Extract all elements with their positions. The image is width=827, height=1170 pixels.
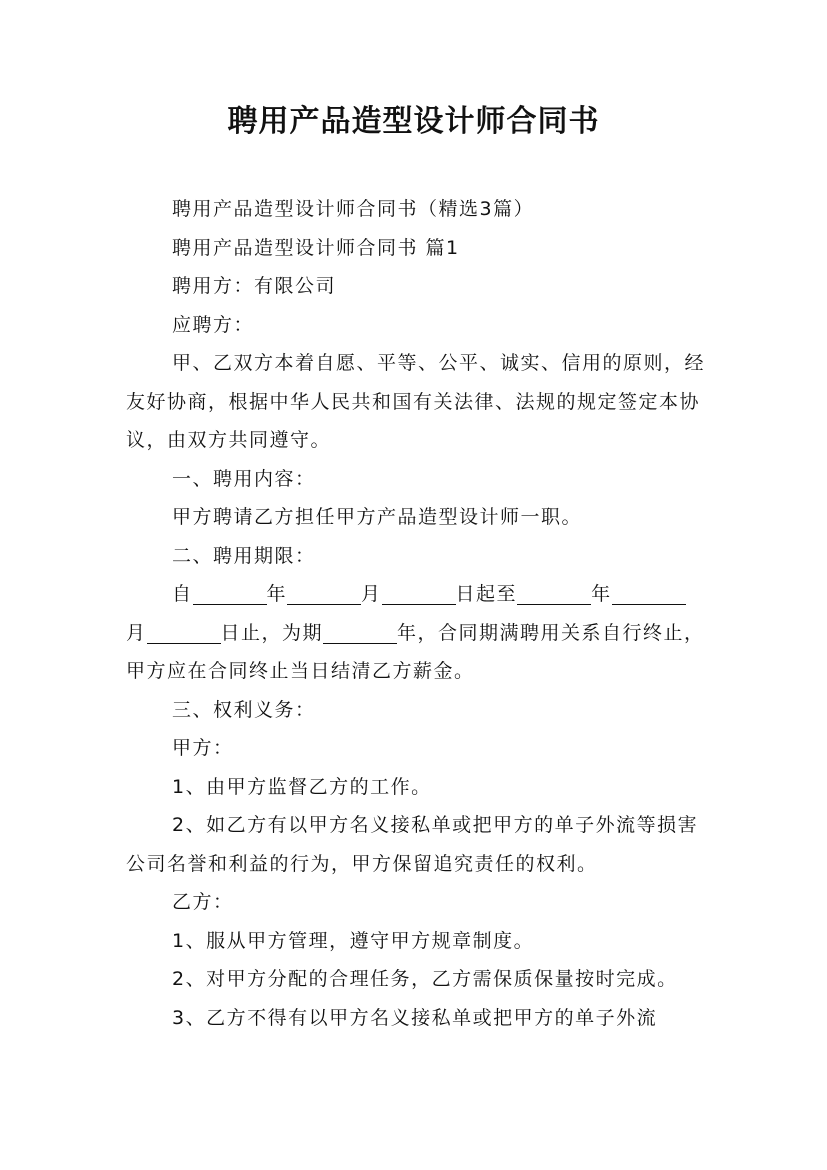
paragraph-party-b-item-3: 3、乙方不得有以甲方名义接私单或把甲方的单子外流 — [172, 1006, 658, 1029]
blank-line — [287, 582, 361, 605]
paragraph-party-a-item-2: 2、如乙方有以甲方名义接私单或把甲方的单子外流等损害公司名誉和利益的行为，甲方保留追究责任的权利。 — [126, 814, 699, 875]
blank-line — [147, 621, 221, 644]
term-years: 年，合同期满聘用关系自行终止，甲方应在合同终止当日结清乙方薪金。 — [126, 621, 705, 682]
document-title: 聘用产品造型设计师合同书 — [227, 104, 600, 139]
paragraph-heading-rights: 三、权利义务： — [172, 698, 316, 721]
paragraph-party-b-item-2: 2、对甲方分配的合理任务，乙方需保质保量按时完成。 — [172, 968, 678, 990]
term-year-1: 年 — [266, 583, 288, 605]
paragraph-heading-content: 一、聘用内容： — [172, 467, 316, 490]
paragraph-party-a-item-1: 1、由甲方监督乙方的工作。 — [172, 775, 432, 798]
term-day-start: 日起至 — [455, 583, 518, 605]
paragraph-party-b: 乙方： — [172, 891, 234, 913]
blank-line — [612, 582, 686, 605]
term-month-1: 月 — [361, 583, 382, 605]
paragraph-employer: 聘用方：有限公司 — [172, 275, 337, 297]
paragraph-section-heading: 聘用产品造型设计师合同书 篇1 — [172, 236, 460, 259]
term-day-end: 日止，为期 — [220, 621, 324, 644]
term-from: 自 — [172, 583, 193, 605]
paragraph-heading-term: 二、聘用期限： — [172, 544, 316, 567]
paragraph-party-b-item-1: 1、服从甲方管理，遵守甲方规章制度。 — [172, 929, 535, 952]
blank-line — [193, 582, 267, 605]
paragraph-content: 甲方聘请乙方担任甲方产品造型设计师一职。 — [172, 506, 583, 528]
paragraph-preamble: 甲、乙双方本着自愿、平等、公平、诚实、信用的原则，经友好协商，根据中华人民共和国有关法律、法规的规定签定本协议，由双方共同遵守。 — [126, 352, 706, 451]
blank-line — [382, 582, 456, 605]
blank-line — [517, 582, 591, 605]
term-year-2: 年 — [591, 583, 612, 605]
paragraph-term — [126, 575, 706, 691]
document-body — [126, 190, 706, 1037]
term-month-2: 月 — [126, 621, 147, 644]
paragraph-subtitle: 聘用产品造型设计师合同书（精选3篇） — [172, 198, 535, 220]
paragraph-employee: 应聘方： — [172, 313, 255, 336]
paragraph-party-a: 甲方： — [172, 737, 234, 759]
blank-line — [323, 621, 397, 644]
